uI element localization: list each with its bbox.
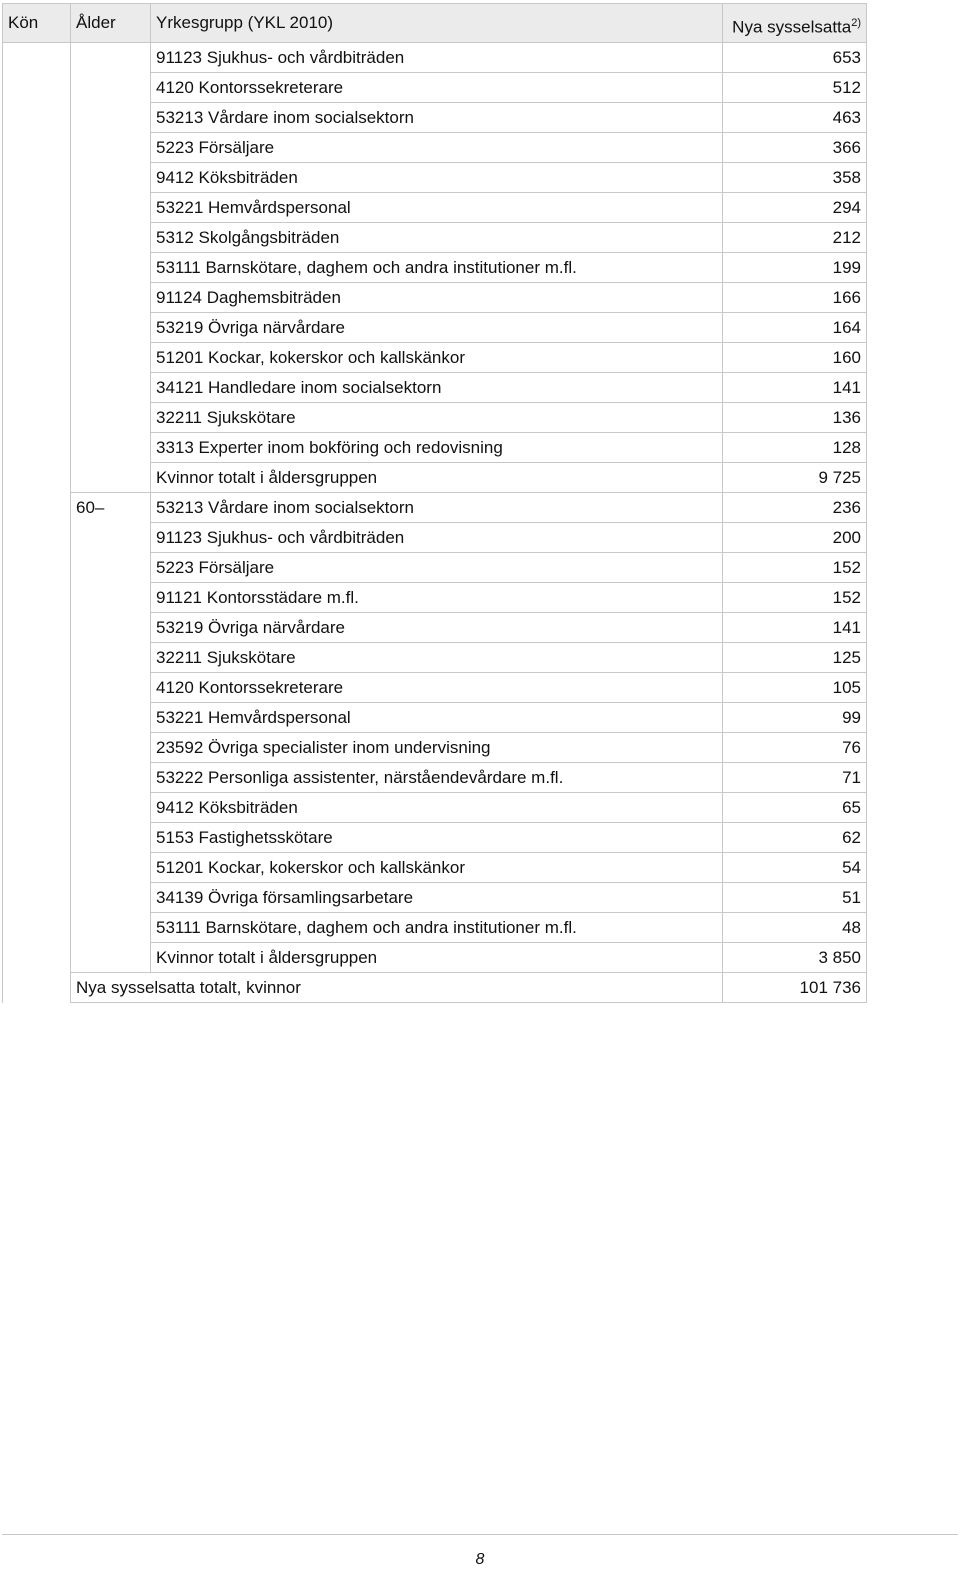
kon-cell: [3, 823, 71, 853]
count-cell: 105: [723, 673, 867, 703]
occupation-cell: 53111 Barnskötare, daghem och andra institutioner m.fl.: [151, 253, 723, 283]
count-cell: 128: [723, 433, 867, 463]
alder-cell: [71, 793, 151, 823]
alder-cell: [71, 553, 151, 583]
occupation-cell: 5153 Fastighetsskötare: [151, 823, 723, 853]
group-total-row: [3, 943, 867, 973]
occupation-cell: 53221 Hemvårdspersonal: [151, 703, 723, 733]
table-row: [3, 253, 867, 283]
kon-cell: [3, 553, 71, 583]
occupation-cell: 32211 Sjukskötare: [151, 643, 723, 673]
page-number: 8: [475, 1551, 485, 1568]
alder-cell: [71, 673, 151, 703]
table-row: [3, 373, 867, 403]
occupation-cell: 53111 Barnskötare, daghem och andra institutioner m.fl.: [151, 913, 723, 943]
occupation-cell: 53222 Personliga assistenter, närståendevårdare m.fl.: [151, 763, 723, 793]
table-row: [3, 703, 867, 733]
count-cell: 152: [723, 553, 867, 583]
kon-cell: [3, 373, 71, 403]
kon-cell: [3, 253, 71, 283]
alder-cell: [71, 463, 151, 493]
count-cell: 199: [723, 253, 867, 283]
kon-cell: [3, 223, 71, 253]
table-row: [3, 493, 867, 523]
alder-cell: [71, 853, 151, 883]
alder-cell: [71, 313, 151, 343]
occupation-cell: 4120 Kontorssekreterare: [151, 673, 723, 703]
occupation-cell: 53221 Hemvårdspersonal: [151, 193, 723, 223]
table-row: [3, 133, 867, 163]
group-total-value: 9 725: [723, 463, 867, 493]
kon-cell: [3, 613, 71, 643]
occupation-cell: 5312 Skolgångsbiträden: [151, 223, 723, 253]
group-total-row: [3, 463, 867, 493]
count-cell: 62: [723, 823, 867, 853]
header-nya-label: Nya sysselsatta: [732, 18, 852, 37]
alder-cell: [71, 733, 151, 763]
table-row: [3, 73, 867, 103]
table-row: [3, 313, 867, 343]
count-cell: 141: [723, 613, 867, 643]
table-row: [3, 343, 867, 373]
table-row: [3, 103, 867, 133]
kon-cell: [3, 853, 71, 883]
table-row: [3, 673, 867, 703]
count-cell: 141: [723, 373, 867, 403]
grand-total-label: Nya sysselsatta totalt, kvinnor: [71, 973, 723, 1003]
count-cell: 294: [723, 193, 867, 223]
alder-cell: [71, 283, 151, 313]
table-row: [3, 823, 867, 853]
table-row: [3, 523, 867, 553]
alder-cell: [71, 43, 151, 73]
count-cell: 653: [723, 43, 867, 73]
header-kon: Kön: [3, 4, 71, 43]
kon-cell: [3, 973, 71, 1003]
count-cell: 125: [723, 643, 867, 673]
alder-cell: [71, 613, 151, 643]
kon-cell: [3, 133, 71, 163]
alder-cell: [71, 193, 151, 223]
group-total-label: Kvinnor totalt i åldersgruppen: [151, 943, 723, 973]
header-footnote-mark: 2): [851, 17, 861, 30]
kon-cell: [3, 193, 71, 223]
header-alder: Ålder: [71, 4, 151, 43]
occupation-cell: 53213 Vårdare inom socialsektorn: [151, 493, 723, 523]
kon-cell: [3, 913, 71, 943]
count-cell: 358: [723, 163, 867, 193]
occupation-cell: 53219 Övriga närvårdare: [151, 313, 723, 343]
alder-cell: [71, 643, 151, 673]
count-cell: 54: [723, 853, 867, 883]
count-cell: 212: [723, 223, 867, 253]
occupation-cell: 51201 Kockar, kokerskor och kallskänkor: [151, 343, 723, 373]
kon-cell: [3, 583, 71, 613]
alder-cell: [71, 343, 151, 373]
count-cell: 164: [723, 313, 867, 343]
alder-cell: [71, 583, 151, 613]
table-row: [3, 583, 867, 613]
table-row: [3, 643, 867, 673]
table-row: [3, 883, 867, 913]
alder-cell: [71, 403, 151, 433]
alder-cell: [71, 163, 151, 193]
count-cell: 71: [723, 763, 867, 793]
kon-cell: [3, 703, 71, 733]
count-cell: 99: [723, 703, 867, 733]
count-cell: 236: [723, 493, 867, 523]
kon-cell: [3, 523, 71, 553]
occupation-cell: 53213 Vårdare inom socialsektorn: [151, 103, 723, 133]
kon-cell: [3, 673, 71, 703]
occupation-cell: 3313 Experter inom bokföring och redovisning: [151, 433, 723, 463]
table-row: [3, 43, 867, 73]
occupation-cell: 9412 Köksbiträden: [151, 793, 723, 823]
kon-cell: [3, 73, 71, 103]
occupation-cell: 91123 Sjukhus- och vårdbiträden: [151, 43, 723, 73]
count-cell: 76: [723, 733, 867, 763]
alder-cell: [71, 913, 151, 943]
table-body: [3, 43, 867, 1003]
count-cell: 160: [723, 343, 867, 373]
group-total-value: 3 850: [723, 943, 867, 973]
grand-total-row: [3, 973, 867, 1003]
header-yrkesgrupp: Yrkesgrupp (YKL 2010): [151, 4, 723, 43]
table-row: [3, 763, 867, 793]
kon-cell: [3, 493, 71, 523]
kon-cell: [3, 883, 71, 913]
alder-cell: [71, 703, 151, 733]
occupation-cell: 91123 Sjukhus- och vårdbiträden: [151, 523, 723, 553]
kon-cell: [3, 313, 71, 343]
table-row: [3, 613, 867, 643]
alder-cell: [71, 253, 151, 283]
alder-cell: [71, 943, 151, 973]
occupation-cell: 5223 Försäljare: [151, 553, 723, 583]
table-row: [3, 283, 867, 313]
group-total-label: Kvinnor totalt i åldersgruppen: [151, 463, 723, 493]
table-row: [3, 853, 867, 883]
occupation-cell: 91124 Daghemsbiträden: [151, 283, 723, 313]
count-cell: 152: [723, 583, 867, 613]
alder-cell: 60–: [71, 493, 151, 523]
alder-cell: [71, 763, 151, 793]
occupation-cell: 32211 Sjukskötare: [151, 403, 723, 433]
table-header-row: [3, 4, 867, 43]
header-nya-sysselsatta: [723, 4, 867, 43]
kon-cell: [3, 103, 71, 133]
kon-cell: [3, 463, 71, 493]
alder-cell: [71, 133, 151, 163]
alder-cell: [71, 883, 151, 913]
count-cell: 463: [723, 103, 867, 133]
table-row: [3, 733, 867, 763]
table-row: [3, 223, 867, 253]
alder-cell: [71, 103, 151, 133]
table-row: [3, 163, 867, 193]
alder-cell: [71, 373, 151, 403]
count-cell: 166: [723, 283, 867, 313]
kon-cell: [3, 793, 71, 823]
employment-table: [2, 3, 867, 1003]
kon-cell: [3, 763, 71, 793]
occupation-cell: 23592 Övriga specialister inom undervisning: [151, 733, 723, 763]
grand-total-value: 101 736: [723, 973, 867, 1003]
table-row: [3, 433, 867, 463]
count-cell: 366: [723, 133, 867, 163]
table-row: [3, 553, 867, 583]
kon-cell: [3, 43, 71, 73]
occupation-cell: 51201 Kockar, kokerskor och kallskänkor: [151, 853, 723, 883]
kon-cell: [3, 403, 71, 433]
table-row: [3, 913, 867, 943]
kon-cell: [3, 283, 71, 313]
kon-cell: [3, 163, 71, 193]
occupation-cell: 91121 Kontorsstädare m.fl.: [151, 583, 723, 613]
alder-cell: [71, 433, 151, 463]
table-row: [3, 403, 867, 433]
occupation-cell: 5223 Försäljare: [151, 133, 723, 163]
kon-cell: [3, 733, 71, 763]
occupation-cell: 4120 Kontorssekreterare: [151, 73, 723, 103]
footer-divider: [2, 1534, 958, 1535]
table-row: [3, 193, 867, 223]
kon-cell: [3, 943, 71, 973]
kon-cell: [3, 343, 71, 373]
count-cell: 136: [723, 403, 867, 433]
count-cell: 200: [723, 523, 867, 553]
count-cell: 512: [723, 73, 867, 103]
alder-cell: [71, 523, 151, 553]
kon-cell: [3, 433, 71, 463]
table-row: [3, 793, 867, 823]
alder-cell: [71, 823, 151, 853]
alder-cell: [71, 73, 151, 103]
occupation-cell: 53219 Övriga närvårdare: [151, 613, 723, 643]
occupation-cell: 34139 Övriga församlingsarbetare: [151, 883, 723, 913]
occupation-cell: 9412 Köksbiträden: [151, 163, 723, 193]
count-cell: 65: [723, 793, 867, 823]
kon-cell: [3, 643, 71, 673]
alder-cell: [71, 223, 151, 253]
count-cell: 51: [723, 883, 867, 913]
occupation-cell: 34121 Handledare inom socialsektorn: [151, 373, 723, 403]
count-cell: 48: [723, 913, 867, 943]
